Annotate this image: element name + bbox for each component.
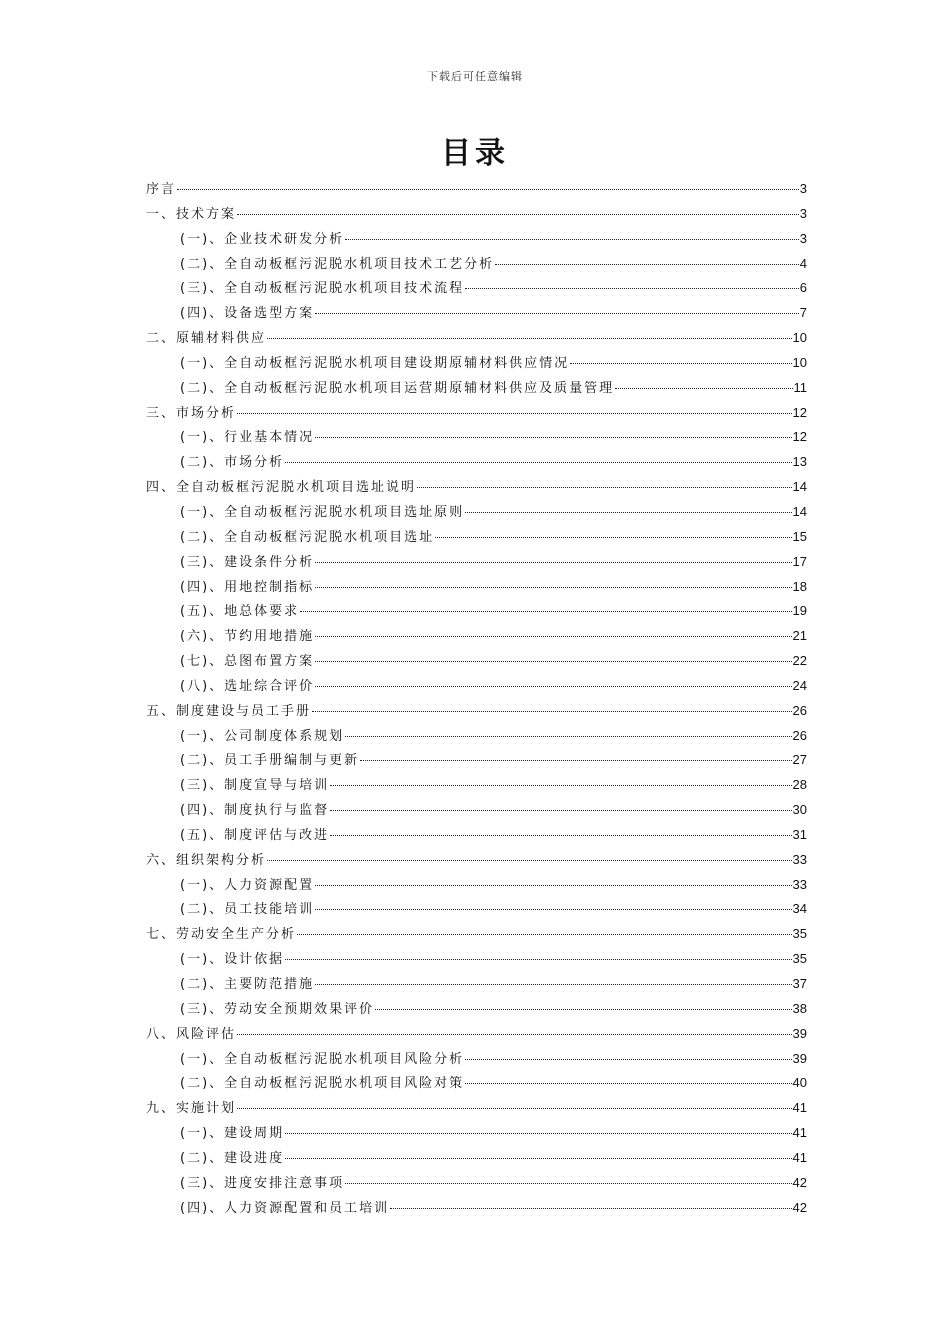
toc-entry[interactable] <box>146 1096 807 1121</box>
toc-entry[interactable] <box>146 997 807 1022</box>
toc-entry-page-number: 41 <box>792 1149 807 1165</box>
dot-leader <box>300 611 791 612</box>
toc-entry[interactable] <box>146 276 807 301</box>
dot-leader <box>570 363 791 364</box>
toc-entry[interactable] <box>146 1071 807 1096</box>
toc-entry[interactable] <box>146 376 807 401</box>
dot-leader <box>315 313 799 314</box>
toc-entry-page-number: 31 <box>792 826 807 842</box>
toc-entry-page-number: 12 <box>792 429 807 445</box>
toc-entry[interactable] <box>146 599 807 624</box>
toc-entry-title: (二)、全自动板框污泥脱水机项目选址 <box>180 529 435 545</box>
dot-leader <box>390 1208 791 1209</box>
toc-entry-page-number: 28 <box>792 777 807 793</box>
dot-leader <box>237 1034 792 1035</box>
toc-entry-page-number: 10 <box>792 330 807 346</box>
toc-entry[interactable] <box>146 649 807 674</box>
toc-entry-title: (一)、公司制度体系规划 <box>180 728 345 744</box>
dot-leader <box>315 587 791 588</box>
dot-leader <box>330 835 791 836</box>
toc-entry-page-number: 39 <box>792 1025 807 1041</box>
toc-entry-page-number: 37 <box>792 976 807 991</box>
toc-entry-page-number: 40 <box>792 1075 807 1091</box>
dot-leader <box>237 1108 792 1109</box>
toc-entry-page-number: 42 <box>792 1199 807 1215</box>
dot-leader <box>297 934 792 935</box>
toc-entry-title: (一)、企业技术研发分析 <box>180 231 345 247</box>
toc-entry-page-number: 41 <box>792 1100 807 1116</box>
toc-entry[interactable] <box>146 202 807 227</box>
dot-leader <box>237 214 799 215</box>
dot-leader <box>315 885 791 886</box>
toc-entry-title: (五)、制度评估与改进 <box>180 827 330 843</box>
toc-entry-title: 九、实施计划 <box>146 1101 237 1117</box>
table-of-contents <box>146 177 807 1220</box>
dot-leader <box>465 1083 791 1084</box>
toc-entry-title: (三)、劳动安全预期效果评价 <box>180 1001 375 1017</box>
toc-entry-page-number: 24 <box>792 677 807 693</box>
page-header-note: 下载后可任意编辑 <box>427 70 523 83</box>
dot-leader <box>267 338 792 339</box>
toc-entry-page-number: 34 <box>792 901 807 917</box>
toc-entry[interactable] <box>146 724 807 749</box>
toc-entry-page-number: 15 <box>792 528 807 544</box>
dot-leader <box>615 388 792 389</box>
toc-entry-title: (二)、建设进度 <box>180 1150 285 1166</box>
toc-entry-title: (四)、用地控制指标 <box>180 579 315 595</box>
toc-entry[interactable] <box>146 326 807 351</box>
dot-leader <box>315 661 791 662</box>
dot-leader <box>345 736 791 737</box>
toc-entry-title: (四)、制度执行与监督 <box>180 803 330 819</box>
toc-entry-title: (一)、全自动板框污泥脱水机项目建设期原辅材料供应情况 <box>180 355 570 371</box>
toc-entry[interactable] <box>146 475 807 500</box>
toc-entry-title: (六)、节约用地措施 <box>180 629 315 645</box>
toc-entry-title: (七)、总图布置方案 <box>180 654 315 670</box>
toc-entry-title: (二)、员工手册编制与更新 <box>180 753 360 769</box>
toc-entry-title: 一、技术方案 <box>146 206 237 222</box>
toc-entry-title: (二)、全自动板框污泥脱水机项目技术工艺分析 <box>180 256 495 272</box>
dot-leader <box>360 760 791 761</box>
toc-entry[interactable] <box>146 1047 807 1072</box>
toc-entry-page-number: 3 <box>799 230 807 246</box>
dot-leader <box>285 462 791 463</box>
dot-leader <box>315 562 791 563</box>
dot-leader <box>315 984 791 985</box>
toc-entry-title: 七、劳动安全生产分析 <box>146 927 297 943</box>
toc-entry-title: 二、原辅材料供应 <box>146 331 267 347</box>
toc-entry-title: 三、市场分析 <box>146 405 237 421</box>
toc-entry-page-number: 3 <box>799 181 807 196</box>
toc-entry[interactable] <box>146 1146 807 1171</box>
toc-entry-page-number: 4 <box>799 255 807 271</box>
toc-entry-page-number: 39 <box>792 1050 807 1066</box>
toc-entry-title: (三)、进度安排注意事项 <box>180 1175 345 1191</box>
dot-leader <box>495 264 799 265</box>
toc-entry-title: (三)、全自动板框污泥脱水机项目技术流程 <box>180 281 465 297</box>
toc-entry-title: (一)、全自动板框污泥脱水机项目风险分析 <box>180 1051 465 1067</box>
toc-entry-page-number: 13 <box>792 454 807 470</box>
dot-leader <box>330 785 791 786</box>
toc-entry[interactable] <box>146 922 807 947</box>
toc-entry-page-number: 26 <box>792 702 807 718</box>
toc-entry[interactable] <box>146 1171 807 1196</box>
dot-leader <box>330 810 791 811</box>
toc-entry-page-number: 12 <box>792 404 807 420</box>
dot-leader <box>177 189 799 190</box>
toc-entry-page-number: 33 <box>792 876 807 892</box>
dot-leader <box>237 413 792 414</box>
toc-entry[interactable] <box>146 450 807 475</box>
dot-leader <box>315 437 791 438</box>
toc-entry[interactable] <box>146 575 807 600</box>
toc-entry-page-number: 21 <box>792 628 807 644</box>
page-title: 目录 <box>441 136 509 171</box>
toc-entry-page-number: 6 <box>799 280 807 296</box>
toc-entry-page-number: 3 <box>799 205 807 221</box>
toc-entry-title: 序言 <box>146 182 177 197</box>
toc-entry[interactable] <box>146 500 807 525</box>
toc-entry[interactable] <box>146 525 807 550</box>
toc-entry-page-number: 7 <box>799 305 807 321</box>
toc-entry-page-number: 19 <box>792 603 807 619</box>
toc-entry-page-number: 35 <box>792 951 807 967</box>
toc-entry-page-number: 14 <box>792 503 807 519</box>
toc-entry-page-number: 10 <box>792 354 807 370</box>
toc-entry[interactable] <box>146 252 807 277</box>
dot-leader <box>315 636 791 637</box>
toc-entry[interactable] <box>146 177 807 202</box>
toc-entry[interactable] <box>146 823 807 848</box>
toc-entry-page-number: 33 <box>792 851 807 867</box>
toc-entry[interactable] <box>146 798 807 823</box>
dot-leader <box>285 1133 791 1134</box>
toc-entry[interactable] <box>146 947 807 972</box>
toc-entry[interactable] <box>146 748 807 773</box>
toc-entry-page-number: 27 <box>792 752 807 768</box>
toc-entry[interactable] <box>146 873 807 898</box>
toc-entry-title: (一)、建设周期 <box>180 1126 285 1142</box>
toc-entry-page-number: 35 <box>792 926 807 942</box>
toc-entry-title: (五)、地总体要求 <box>180 604 300 620</box>
toc-entry[interactable] <box>146 301 807 326</box>
toc-entry-title: (四)、设备选型方案 <box>180 306 315 322</box>
toc-entry-page-number: 26 <box>792 727 807 743</box>
toc-entry[interactable] <box>146 550 807 575</box>
toc-entry-title: (三)、制度宣导与培训 <box>180 778 330 794</box>
toc-entry[interactable] <box>146 425 807 450</box>
toc-entry-title: 六、组织架构分析 <box>146 852 267 868</box>
dot-leader <box>465 512 791 513</box>
dot-leader <box>285 959 791 960</box>
toc-entry[interactable] <box>146 699 807 724</box>
toc-entry[interactable] <box>146 897 807 922</box>
dot-leader <box>267 860 792 861</box>
toc-entry-title: (三)、建设条件分析 <box>180 554 315 570</box>
toc-entry[interactable] <box>146 848 807 873</box>
toc-entry-title: (一)、人力资源配置 <box>180 877 315 893</box>
toc-entry[interactable] <box>146 1121 807 1146</box>
toc-entry-title: (二)、全自动板框污泥脱水机项目运营期原辅材料供应及质量管理 <box>180 380 615 396</box>
toc-entry-page-number: 11 <box>793 379 807 395</box>
toc-entry-title: 八、风险评估 <box>146 1026 237 1042</box>
toc-entry-title: (四)、人力资源配置和员工培训 <box>180 1200 390 1216</box>
toc-entry-page-number: 38 <box>792 1000 807 1016</box>
toc-entry[interactable] <box>146 972 807 997</box>
toc-entry-page-number: 14 <box>792 479 807 495</box>
toc-entry-title: (八)、选址综合评价 <box>180 678 315 694</box>
toc-entry-page-number: 42 <box>792 1174 807 1190</box>
dot-leader <box>465 1059 791 1060</box>
dot-leader <box>315 686 791 687</box>
dot-leader <box>285 1158 791 1159</box>
toc-entry[interactable] <box>146 624 807 649</box>
dot-leader <box>312 711 792 712</box>
toc-entry[interactable] <box>146 773 807 798</box>
toc-entry-title: (一)、设计依据 <box>180 952 285 968</box>
toc-entry-title: 四、全自动板框污泥脱水机项目选址说明 <box>146 480 417 496</box>
toc-entry-title: (二)、主要防范措施 <box>180 977 315 992</box>
dot-leader <box>345 239 799 240</box>
toc-entry-title: (二)、员工技能培训 <box>180 902 315 918</box>
dot-leader <box>315 909 791 910</box>
dot-leader <box>465 288 799 289</box>
toc-entry[interactable] <box>146 1022 807 1047</box>
toc-entry-title: (二)、全自动板框污泥脱水机项目风险对策 <box>180 1076 465 1092</box>
dot-leader <box>435 537 791 538</box>
dot-leader <box>345 1183 791 1184</box>
toc-entry-title: (二)、市场分析 <box>180 455 285 471</box>
toc-entry[interactable] <box>146 674 807 699</box>
toc-entry-page-number: 18 <box>792 578 807 594</box>
toc-entry-page-number: 30 <box>792 802 807 818</box>
toc-entry[interactable] <box>146 351 807 376</box>
dot-leader <box>375 1009 791 1010</box>
toc-entry[interactable] <box>146 1196 807 1221</box>
toc-entry[interactable] <box>146 401 807 426</box>
toc-entry-title: (一)、行业基本情况 <box>180 430 315 446</box>
toc-entry-page-number: 17 <box>792 553 807 569</box>
toc-entry-page-number: 41 <box>792 1125 807 1141</box>
toc-entry[interactable] <box>146 227 807 252</box>
toc-entry-title: 五、制度建设与员工手册 <box>146 703 312 719</box>
dot-leader <box>417 487 792 488</box>
toc-entry-title: (一)、全自动板框污泥脱水机项目选址原则 <box>180 504 465 520</box>
toc-entry-page-number: 22 <box>792 653 807 669</box>
